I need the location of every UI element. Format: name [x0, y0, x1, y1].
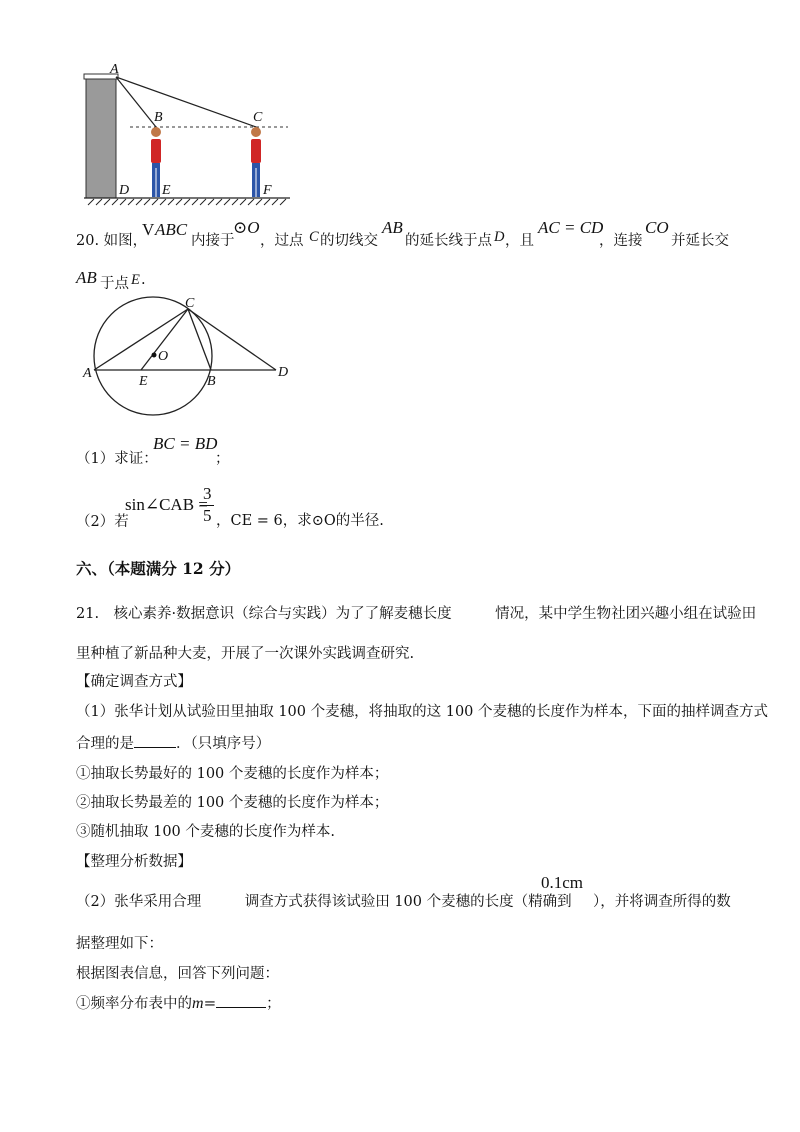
q21-line2: 里种植了新品种大麦，开展了一次课外实践调查研究.: [76, 646, 415, 662]
person-c: [251, 127, 261, 197]
q21-p1b: 合理的是: [76, 736, 134, 752]
q20-text1: ，过点: [260, 233, 304, 249]
q20-text7: 于点: [100, 276, 129, 292]
q20-text4: ，且: [505, 233, 534, 249]
label-c2: C: [185, 296, 195, 311]
option-2: ②抽取长势最差的 100 个麦穗的长度作为样本；: [76, 795, 389, 811]
label-b2: B: [207, 374, 216, 389]
q21-p2c: 据整理如下：: [76, 936, 163, 952]
label-a: A: [110, 62, 119, 77]
circle-figure: [80, 295, 300, 420]
q20-triangle: ABC: [155, 220, 188, 239]
answer-blank-1[interactable]: [134, 734, 176, 748]
q21-p1a: （1）张华计划从试验田里抽取 100 个麦穗，将抽取的这 100 个麦穗的长度作为样本，下面的抽样调查方式: [76, 704, 769, 720]
q20-c: C: [309, 229, 319, 245]
q20-co: CO: [645, 218, 669, 237]
bracket-survey-method: 【确定调查方式】: [76, 674, 192, 690]
label-d2: D: [278, 365, 289, 380]
label-e2: E: [139, 374, 148, 389]
sub2-ce: ，CE = 6，求⊙O的半径.: [216, 513, 384, 529]
label-d: D: [119, 183, 130, 198]
q21-p1: [76, 732, 270, 753]
label-o: O: [158, 349, 169, 364]
bracket-data-analysis: 【整理分析数据】: [76, 854, 192, 870]
q20-text5: ，连接: [599, 233, 643, 249]
q20-number: 20. 如图，: [76, 233, 148, 249]
q20-text3: 的延长线于点: [405, 233, 492, 249]
line-cb: [188, 309, 211, 370]
q21-eq: =: [203, 994, 217, 1012]
line-ac: [116, 77, 256, 127]
q20-ab: AB: [382, 218, 403, 237]
section-title: 六、（本题满分 12 分）: [76, 559, 241, 578]
label-b: B: [154, 110, 163, 125]
q21-unit: 0.1cm: [541, 873, 584, 892]
sub1-expr: BC = BD: [153, 434, 218, 453]
center-point: [152, 353, 157, 358]
label-f: F: [263, 183, 272, 198]
label-c: C: [253, 110, 263, 125]
q21-m: m: [192, 995, 204, 1012]
q21-p3: 根据图表信息，回答下列问题：: [76, 966, 279, 982]
q21-p1c: ．（只填序号）: [176, 736, 271, 752]
line-cd: [188, 309, 276, 370]
person-b: [151, 127, 161, 197]
q20-circle-o: ⊙O: [233, 218, 260, 237]
q20-text2: 的切线交: [320, 233, 378, 249]
q20-text6: 并延长交: [671, 233, 729, 249]
q20-d: D: [494, 229, 505, 245]
building-figure: [80, 60, 300, 210]
q20-eq: AC = CD: [538, 218, 604, 237]
q21-p4a: ①频率分布表中的: [76, 996, 192, 1012]
sub2-sin: sin∠CAB =: [125, 495, 208, 514]
label-a2: A: [83, 366, 92, 381]
q21-p4: [76, 992, 281, 1013]
frac-den: 5: [203, 506, 212, 525]
answer-blank-m[interactable]: [216, 994, 266, 1008]
q20-e: E: [131, 272, 140, 288]
ground-hatch: [88, 199, 286, 205]
q20-period: .: [141, 272, 146, 288]
sub1-label: （1）求证：: [76, 451, 158, 467]
option-3: ③随机抽取 100 个麦穗的长度作为样本.: [76, 824, 336, 840]
frac-num: 3: [203, 484, 212, 503]
sub2-label: （2）若: [76, 514, 129, 530]
q21-p2a: （2）张华采用合理 调查方式获得该试验田 100 个麦穗的长度（精确到: [76, 894, 572, 910]
q21-p2b: ），并将调查所得的数: [593, 894, 731, 910]
building-shape: [86, 77, 116, 198]
sub1-end: ；: [215, 451, 230, 467]
triangle-symbol: V: [142, 220, 155, 239]
q21-line1: 21. 核心素养·数据意识（综合与实践）为了了解麦穗长度 情况，某中学生物社团兴趣小组在试验田: [76, 606, 757, 622]
option-1: ①抽取长势最好的 100 个麦穗的长度作为样本；: [76, 766, 389, 782]
label-e: E: [162, 183, 171, 198]
q20-line1: [76, 229, 147, 250]
q20-ab2: AB: [76, 268, 97, 287]
q21-p4end: ；: [266, 996, 281, 1012]
q20-inscribed: 内接于: [191, 233, 235, 249]
